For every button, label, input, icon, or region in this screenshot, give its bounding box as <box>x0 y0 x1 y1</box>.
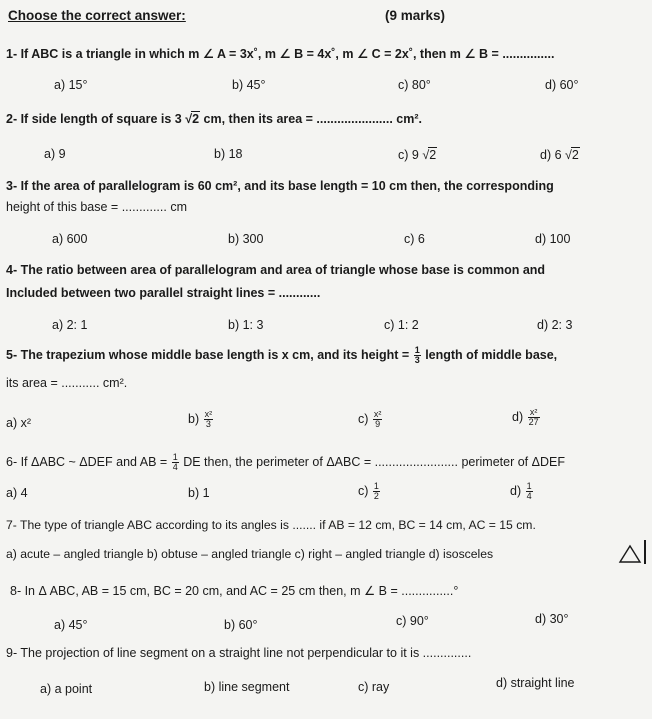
q2-stem-part-a: 2- If side length of square is 3 <box>6 112 182 126</box>
q5-stem-fraction <box>414 346 421 365</box>
q5-option-c[interactable] <box>358 410 383 429</box>
question-9-stem: 9- The projection of line segment on a straight line not perpendicular to it is .............. <box>6 646 472 660</box>
q2-radicand: 2 <box>192 112 200 126</box>
q2-option-c[interactable] <box>398 147 437 162</box>
question-7-stem: 7- The type of triangle ABC according to its angles is ....... if AB = 12 cm, BC = 14 cm, AC = 15 cm. <box>6 518 536 532</box>
q6-option-d-den: 4 <box>526 491 532 501</box>
q6-option-d[interactable] <box>510 482 534 501</box>
q3-option-a[interactable]: a) 600 <box>52 232 88 246</box>
q6-stem-fraction-den: 4 <box>172 462 178 472</box>
q6-option-c-label: c) <box>358 483 369 498</box>
sqrt-symbol-icon: √ <box>565 148 572 162</box>
q4-option-a[interactable]: a) 2: 1 <box>52 318 88 332</box>
question-2-stem <box>6 111 422 126</box>
q3-option-d[interactable]: d) 100 <box>535 232 571 246</box>
q4-option-d[interactable]: d) 2: 3 <box>537 318 573 332</box>
marks-label: (9 marks) <box>385 8 446 23</box>
triangle-icon <box>618 544 642 567</box>
q5-option-d-den: 27 <box>528 417 539 427</box>
q5-option-d-num: x² <box>528 408 540 418</box>
q1-option-c[interactable]: c) 80° <box>398 78 431 92</box>
question-5-stem-line1 <box>6 346 557 365</box>
q8-option-c[interactable]: c) 90° <box>396 614 429 628</box>
q5-option-b-den: 3 <box>205 419 211 429</box>
question-5-stem-line2: its area = ........... cm². <box>6 376 128 390</box>
q3-option-b[interactable]: b) 300 <box>228 232 264 246</box>
page-title: Choose the correct answer: <box>8 8 186 23</box>
question-4-stem-line2: Included between two parallel straight lines = ............ <box>6 286 321 300</box>
q6-stem-part-b: DE then, the perimeter of ΔABC = ........................ perimeter of ΔDEF <box>179 454 565 469</box>
q5-stem-fraction-den: 3 <box>414 355 420 365</box>
q1-option-b[interactable]: b) 45° <box>232 78 266 92</box>
question-4-stem-line1: 4- The ratio between area of parallelogram and area of triangle whose base is common and <box>6 263 546 277</box>
q6-option-d-num: 1 <box>526 481 532 491</box>
q7-options[interactable]: a) acute – angled triangle b) obtuse – angled triangle c) right – angled triangle d) isosceles <box>6 547 494 561</box>
q2-stem-part-c: cm, then its area = ...................... cm². <box>200 112 422 126</box>
q9-option-a[interactable]: a) a point <box>40 682 93 696</box>
q6-stem-fraction <box>172 453 179 472</box>
q2-option-d-radicand: 2 <box>571 148 579 162</box>
q8-option-b[interactable]: b) 60° <box>224 618 258 632</box>
q5-stem-part-b: length of middle base, <box>421 347 558 362</box>
q5-option-b[interactable] <box>188 410 214 429</box>
q5-option-b-num: x² <box>204 409 213 419</box>
q5-option-d-label: d) <box>512 409 524 424</box>
q5-option-d-fraction <box>528 408 540 427</box>
q6-option-a[interactable]: a) 4 <box>6 486 28 500</box>
q5-option-c-fraction <box>373 410 383 429</box>
q2-option-d[interactable] <box>540 147 580 162</box>
q6-option-c-fraction <box>373 482 380 501</box>
q6-option-c[interactable] <box>358 482 381 501</box>
q9-option-c[interactable]: c) ray <box>358 680 390 694</box>
q2-option-a[interactable]: a) 9 <box>44 147 66 161</box>
question-3-stem-line1: 3- If the area of parallelogram is 60 cm², and its base length = 10 cm then, the corresponding <box>6 179 554 193</box>
margin-mark <box>644 540 646 564</box>
question-1-stem: 1- If ABC is a triangle in which m ∠ A = 3x˚, m ∠ B = 4x˚, m ∠ C = 2x˚, then m ∠ B = ............... <box>6 47 555 61</box>
q2-option-c-radicand: 2 <box>429 148 437 162</box>
q5-stem-part-a: 5- The trapezium whose middle base length is x cm, and its height = <box>6 347 410 362</box>
question-3-stem-line2: height of this base = ............. cm <box>6 200 187 214</box>
q1-option-d[interactable]: d) 60° <box>545 78 579 92</box>
q5-option-d[interactable] <box>512 408 541 427</box>
q5-option-c-num: x² <box>373 409 382 419</box>
q5-option-a[interactable]: a) x² <box>6 416 31 430</box>
q9-option-d[interactable]: d) straight line <box>496 676 575 690</box>
q6-option-c-num: 1 <box>373 481 379 491</box>
q3-option-c[interactable]: c) 6 <box>404 232 425 246</box>
q6-option-b[interactable]: b) 1 <box>188 486 210 500</box>
q4-option-c[interactable]: c) 1: 2 <box>384 318 419 332</box>
q2-option-c-label: c) 9 <box>398 148 419 162</box>
q5-option-c-label: c) <box>358 411 369 426</box>
q9-option-b[interactable]: b) line segment <box>204 680 290 694</box>
sqrt-symbol-icon: √ <box>422 148 430 162</box>
question-8-stem: 8- In Δ ABC, AB = 15 cm, BC = 20 cm, and AC = 25 cm then, m ∠ B = ...............° <box>10 584 459 598</box>
q5-option-b-label: b) <box>188 411 200 426</box>
q2-option-b[interactable]: b) 18 <box>214 147 243 161</box>
q6-option-c-den: 2 <box>373 491 379 501</box>
q5-stem-fraction-num: 1 <box>414 345 420 355</box>
q6-option-d-fraction <box>526 482 533 501</box>
q6-stem-part-a: 6- If ΔABC ~ ΔDEF and AB = <box>6 454 168 469</box>
q5-option-b-fraction <box>204 410 214 429</box>
question-6-stem <box>6 453 565 472</box>
q8-option-a[interactable]: a) 45° <box>54 618 88 632</box>
q1-option-a[interactable]: a) 15° <box>54 78 88 92</box>
q2-option-d-label: d) 6 <box>540 148 562 162</box>
q5-option-c-den: 9 <box>375 419 381 429</box>
q6-option-d-label: d) <box>510 483 522 498</box>
sqrt-symbol-icon: √ <box>185 112 193 126</box>
q8-option-d[interactable]: d) 30° <box>535 612 569 626</box>
q6-stem-fraction-num: 1 <box>172 452 178 462</box>
q4-option-b[interactable]: b) 1: 3 <box>228 318 264 332</box>
